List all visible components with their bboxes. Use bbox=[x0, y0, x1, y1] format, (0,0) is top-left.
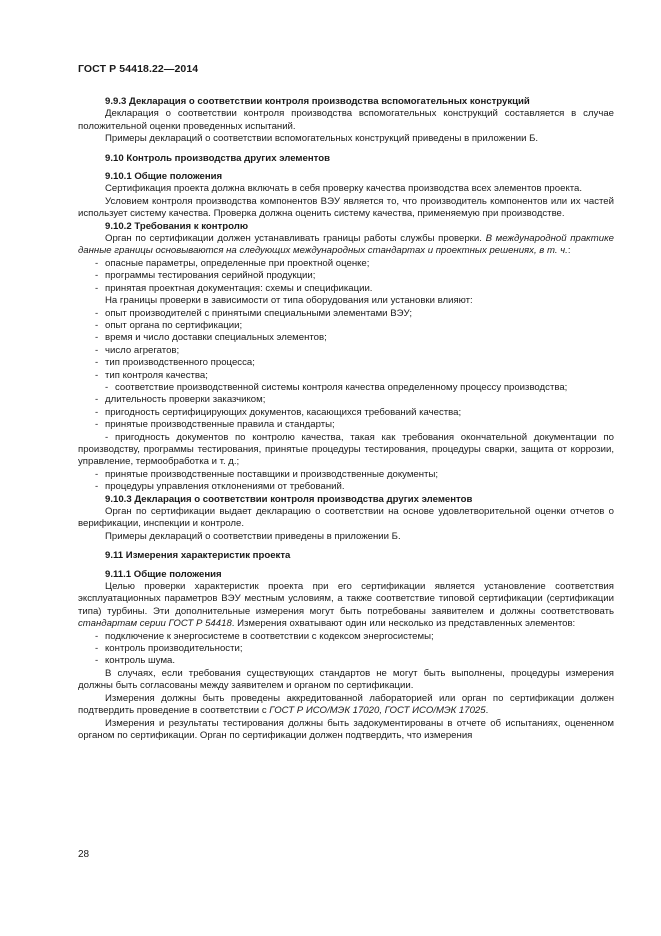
list-item: - контроль шума. bbox=[95, 655, 176, 667]
list-item-text: опасные параметры, определенные при проектной оценке; bbox=[105, 257, 370, 269]
list-item: - программы тестирования серийной продукции; bbox=[95, 270, 316, 282]
list-item: - подключение к энергосистеме в соответствии с кодексом энергосистемы; bbox=[95, 630, 434, 642]
list-item: - пригодность документов по контролю качества, такая как требования окончательной документации по производству, программы тестирования, принятые процедуры тестирования, процедуры сварки, защита от коррозии, управление, термообработка и т. д.; bbox=[78, 431, 614, 468]
section-9-11-heading: 9.11 Измерения характеристик проекта bbox=[105, 550, 291, 562]
document-header: ГОСТ Р 54418.22—2014 bbox=[78, 63, 199, 75]
text-run: Орган по сертификации должен устанавливать границы работы службы проверки. bbox=[105, 233, 486, 245]
list-item-text: длительность проверки заказчиком; bbox=[105, 394, 266, 406]
paragraph: Орган по сертификации выдает декларацию о соответствии на основе удовлетворительной оценки отчетов о верификации, инспекции и контроле. bbox=[78, 506, 614, 530]
list-item: - опыт производителей с принятыми специальными элементами ВЭУ; bbox=[95, 307, 413, 319]
list-item: - опасные параметры, определенные при проектной оценке; bbox=[95, 257, 370, 269]
list-item-text: тип контроля качества; bbox=[105, 369, 208, 381]
text-run: : bbox=[567, 245, 571, 257]
list-item-text: опыт органа по сертификации; bbox=[105, 319, 243, 331]
page-content bbox=[78, 96, 614, 742]
list-item: - длительность проверки заказчиком; bbox=[95, 394, 266, 406]
list-item: - соответствие производственной системы контроля качества определенному процессу производства; bbox=[105, 381, 568, 393]
list-item: - контроль производительности; bbox=[95, 643, 243, 655]
paragraph bbox=[78, 581, 614, 631]
list-item: - принятые производственные поставщики и производственные документы; bbox=[95, 468, 439, 480]
page-number: 28 bbox=[78, 849, 90, 860]
italic-text-run: В международной практике данные границы основываются на следующих международных стандартах и проектных решениях, в т. ч. bbox=[78, 233, 614, 257]
paragraph: В случаях, если требования существующих стандартов не могут быть выполнены, процедуры измерения должны быть согласованы между заявителем и органом по сертификации. bbox=[78, 667, 614, 692]
list-item: - принятая проектная документация: схемы и спецификации. bbox=[95, 282, 373, 294]
paragraph: Измерения и результаты тестирования должны быть задокументированы в отчете об испытаниях, оцененном органом по сертификации. Орган по сертификации должен подтвердить, что измерения bbox=[78, 717, 614, 741]
list-item-text: пригодность сертифицирующих документов, касающихся требований качества; bbox=[105, 406, 462, 418]
paragraph: Сертификация проекта должна включать в себя проверку качества производства всех элементов проекта. bbox=[105, 183, 583, 195]
section-9-9-3-heading: 9.9.3 Декларация о соответствии контроля производства вспомогательных конструкций bbox=[105, 96, 530, 107]
list-item-text: программы тестирования серийной продукции; bbox=[105, 270, 316, 282]
list-item-text: пригодность документов по контролю качества, такая как требования окончательной документации по производству, программы тестирования, принятые процедуры тестирования, процедуры сварки, защита от коррозии, управление, термообработка и т. д.; bbox=[78, 431, 614, 468]
list-item: - тип контроля качества; bbox=[95, 369, 208, 381]
list-item-text: опыт производителей с принятыми специальными элементами ВЭУ; bbox=[105, 307, 413, 319]
section-9-10-2-heading: 9.10.2 Требования к контролю bbox=[105, 220, 249, 232]
list-item-text: контроль шума. bbox=[105, 655, 176, 667]
list-item-text: принятые производственные правила и стандарты; bbox=[105, 419, 335, 431]
text-run: Измерения должны быть проведены аккредитованной лабораторией или орган по сертификации должен подтвердить проведение в соответствии с bbox=[78, 692, 614, 717]
list-item-text: контроль производительности; bbox=[105, 643, 243, 655]
list-item-text: процедуры управления отклонениями от требований. bbox=[105, 481, 345, 493]
paragraph: Условием контроля производства компонентов ВЭУ является то, что производитель компонентов или их частей использует систему качества. Проверка должна оценить систему качества, применяемую при производстве. bbox=[78, 195, 614, 220]
text-run: . Измерения охватывают один или несколько из представленных элементов: bbox=[231, 618, 576, 630]
paragraph: Декларация о соответствии контроля производства вспомогательных конструкций составляется в случае положительной оценки проведенных испытаний. bbox=[78, 108, 614, 132]
list-item: - процедуры управления отклонениями от требований. bbox=[95, 481, 345, 493]
paragraph: Примеры деклараций о соответствии приведены в приложении Б. bbox=[105, 530, 401, 542]
text-run: Целью проверки характеристик проекта при его сертификации является установление соответствия эксплуатационных параметров ВЭУ местным условиям, а также соответствие типовой сертификации (сертификации типа) турбины. Эти дополнительные измерения могут быть потребованы заявителем и должны соответствовать bbox=[78, 581, 614, 617]
list-item-text: соответствие производственной системы контроля качества определенному процессу производства; bbox=[115, 381, 568, 393]
list-item: - время и число доставки специальных элементов; bbox=[95, 332, 327, 344]
list-item: - тип производственного процесса; bbox=[95, 357, 255, 369]
list-item-text: подключение к энергосистеме в соответствии с кодексом энергосистемы; bbox=[105, 630, 434, 642]
list-item: - число агрегатов; bbox=[95, 344, 180, 356]
section-9-10-1-heading: 9.10.1 Общие положения bbox=[105, 171, 223, 183]
list-measurements bbox=[78, 631, 614, 668]
list-item-text: время и число доставки специальных элементов; bbox=[105, 332, 327, 344]
list-item: - принятые производственные правила и стандарты; bbox=[95, 419, 335, 431]
list-item: - опыт органа по сертификации; bbox=[95, 319, 243, 331]
section-9-10-3-heading: 9.10.3 Декларация о соответствии контроля производства других элементов bbox=[105, 493, 473, 505]
paragraph bbox=[78, 233, 614, 258]
list-item-text: принятая проектная документация: схемы и спецификации. bbox=[105, 282, 373, 294]
italic-text-run: стандартам серии ГОСТ Р 54418 bbox=[78, 618, 232, 630]
section-9-11-1-heading: 9.11.1 Общие положения bbox=[105, 568, 222, 580]
list-item-text: число агрегатов; bbox=[105, 344, 180, 356]
section-9-10-heading: 9.10 Контроль производства других элементов bbox=[105, 152, 330, 164]
list-scope bbox=[78, 258, 614, 295]
list-factors bbox=[78, 308, 614, 494]
paragraph: На границы проверки в зависимости от типа оборудования или установки влияют: bbox=[105, 295, 473, 307]
list-item-text: тип производственного процесса; bbox=[105, 357, 255, 369]
list-item-text: принятые производственные поставщики и производственные документы; bbox=[105, 468, 439, 480]
paragraph bbox=[78, 693, 614, 718]
paragraph: Примеры деклараций о соответствии вспомогательных конструкций приведены в приложении Б. bbox=[105, 133, 539, 145]
italic-text-run: ГОСТ Р ИСО/МЭК 17020, ГОСТ ИСО/МЭК 17025 bbox=[269, 705, 486, 717]
text-run: . bbox=[485, 705, 489, 717]
list-item: - пригодность сертифицирующих документов, касающихся требований качества; bbox=[95, 406, 462, 418]
